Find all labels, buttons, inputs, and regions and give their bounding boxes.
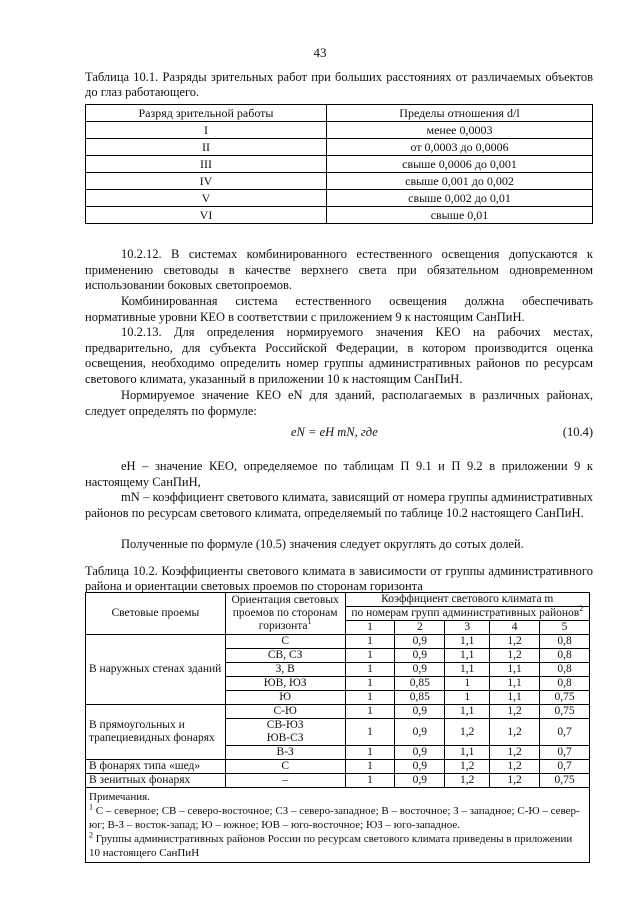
table2-coef-cell: 0,75 <box>540 774 590 788</box>
table2-coef-cell: 0,8 <box>540 649 590 663</box>
table2-coef-cell: 1,2 <box>445 719 490 746</box>
table2-orientation-cell: СВ-ЮЗ ЮВ-СЗ <box>225 719 345 746</box>
table2-group-number: 4 <box>490 621 540 635</box>
table2-coef-cell: 1 <box>345 649 395 663</box>
table2-row <box>86 705 590 719</box>
table2-coef-cell: 1,1 <box>490 663 540 677</box>
table2-opening-label: В прямоугольных и трапециевидных фонарях <box>86 705 226 760</box>
table2-coef-cell: 1,1 <box>445 663 490 677</box>
table2-coef-cell: 0,85 <box>395 691 445 705</box>
paragraph-10-2-13: 10.2.13. Для определения нормируемого значения КЕО на рабочих местах, предварительно, для субъекта Российской Федерации, в котором производится оценка освещения, необходимо определить номер группы административных районов по ресурсам светового климата, указанный в приложении 10 к настоящим СанПиН. <box>85 325 593 386</box>
table1-row <box>86 173 593 190</box>
table2-coef-cell: 1 <box>345 677 395 691</box>
table2-header-row-1 <box>86 593 590 607</box>
table2-header-openings: Световые проемы <box>86 593 226 635</box>
table2-opening-label: В наружных стенах зданий <box>86 635 226 705</box>
table2-coef-cell: 1,1 <box>490 677 540 691</box>
table2-coef-cell: 0,9 <box>395 746 445 760</box>
table2-coef-cell: 0,9 <box>395 705 445 719</box>
table2-coef-cell: 1 <box>445 691 490 705</box>
note-1-marker: 1 <box>89 802 93 812</box>
table2-coef-cell: 0,9 <box>395 774 445 788</box>
table2-coef-cell: 0,9 <box>395 760 445 774</box>
table2-coef-cell: 1 <box>345 760 395 774</box>
table2-coef-cell: 1,2 <box>490 719 540 746</box>
table2-orientation-cell: С-Ю <box>225 705 345 719</box>
table2-group-number: 1 <box>345 621 395 635</box>
table1-row <box>86 139 593 156</box>
table2-coef-cell: 1 <box>345 774 395 788</box>
table2-coef-cell: 0,9 <box>395 649 445 663</box>
table2-header-groups: по номерам групп административных районов$^2$ <box>345 607 589 621</box>
paragraph-eh-definition: eН – значение КЕО, определяемое по таблицам П 9.1 и П 9.2 в приложении 9 к настоящему СанПиН, <box>85 459 593 489</box>
table2-coef-cell: 1 <box>345 663 395 677</box>
table1-ratio-cell: свыше 0,0006 до 0,001 <box>327 156 593 173</box>
table2-row <box>86 760 590 774</box>
table2-coef-cell: 1,2 <box>490 760 540 774</box>
note-2 <box>89 832 586 860</box>
table2-orientation-cell: З, В <box>225 663 345 677</box>
table2-coef-cell: 1 <box>345 719 395 746</box>
table2-coef-cell: 0,7 <box>540 719 590 746</box>
note-1 <box>89 804 586 832</box>
table2-header-coefficient: Коэффициент светового климата m <box>345 593 589 607</box>
table2-coef-cell: 1,2 <box>445 760 490 774</box>
table2-coef-cell: 0,8 <box>540 635 590 649</box>
note-2-marker: 2 <box>89 830 93 840</box>
table2-caption: Таблица 10.2. Коэффициенты светового климата в зависимости от группы административного района и ориентации световых проемов по сторонам горизонта <box>85 564 593 593</box>
page-number: 43 <box>313 45 327 60</box>
table1-header-row <box>86 105 593 122</box>
table1-header-grade: Разряд зрительной работы <box>86 105 327 122</box>
table2-row <box>86 774 590 788</box>
table2-coef-cell: 1 <box>445 677 490 691</box>
table2-coef-cell: 1,2 <box>490 649 540 663</box>
table2-coef-cell: 0,8 <box>540 677 590 691</box>
table2-group-number: 2 <box>395 621 445 635</box>
table1-ratio-cell: свыше 0,01 <box>327 207 593 224</box>
table2 <box>85 592 590 863</box>
table2-coef-cell: 0,8 <box>540 663 590 677</box>
paragraph-mn-definition: mN – коэффициент светового климата, зависящий от номера группы административных районов по ресурсам светового климата, определяемый по таблице 10.2 настоящего СанПиН. <box>85 490 593 520</box>
table1-ratio-cell: от 0,0003 до 0,0006 <box>327 139 593 156</box>
table1-row <box>86 122 593 139</box>
table2-coef-cell: 0,9 <box>395 635 445 649</box>
note-2-text: Группы административных районов России по ресурсам светового климата приведены в приложении 10 настоящего СанПиН <box>89 833 573 859</box>
table1-caption: Таблица 10.1. Разряды зрительных работ при больших расстояниях от различаемых объектов до глаз работающего. <box>85 70 593 99</box>
table1-ratio-cell: менее 0,0003 <box>327 122 593 139</box>
table2-coef-cell: 0,85 <box>395 677 445 691</box>
table2-coef-cell: 0,7 <box>540 746 590 760</box>
table1-row <box>86 190 593 207</box>
table2-header-orientation-text: Ориентация световых проемов по сторонам горизонта <box>231 594 339 632</box>
paragraph-rounding: Полученные по формуле (10.5) значения следует округлять до сотых долей. <box>121 537 524 551</box>
table2-opening-label: В фонарях типа «шед» <box>86 760 226 774</box>
table1-grade-cell: V <box>86 190 327 207</box>
table2-coef-cell: 1 <box>345 705 395 719</box>
table2-coef-cell: 1,1 <box>445 746 490 760</box>
table1 <box>85 104 593 224</box>
table2-coef-cell: 1,1 <box>445 649 490 663</box>
table2-header-orientation: Ориентация световых проемов по сторонам горизонта$^1$ <box>225 593 345 635</box>
table2-coef-cell: 1,1 <box>445 705 490 719</box>
table2-coef-cell: 0,75 <box>540 705 590 719</box>
table2-coef-cell: 0,9 <box>395 719 445 746</box>
table1-grade-cell: III <box>86 156 327 173</box>
table1-header-ratio: Пределы отношения d/l <box>327 105 593 122</box>
table2-coef-cell: 1,2 <box>445 774 490 788</box>
table2-coef-cell: 1,2 <box>490 746 540 760</box>
table1-grade-cell: II <box>86 139 327 156</box>
table1-ratio-cell: свыше 0,001 до 0,002 <box>327 173 593 190</box>
table2-coef-cell: 0,9 <box>395 663 445 677</box>
table1-ratio-cell: свыше 0,002 до 0,01 <box>327 190 593 207</box>
table1-row <box>86 156 593 173</box>
table2-orientation-cell: СВ, СЗ <box>225 649 345 663</box>
table1-grade-cell: IV <box>86 173 327 190</box>
table2-notes-row <box>86 788 590 863</box>
notes-title: Примечания. <box>89 791 150 803</box>
table2-coef-cell: 1,1 <box>445 635 490 649</box>
table2-group-number: 3 <box>445 621 490 635</box>
table2-coef-cell: 1,2 <box>490 774 540 788</box>
table2-orientation-cell: С <box>225 635 345 649</box>
table2-coef-cell: 1 <box>345 691 395 705</box>
table2-coef-cell: 1 <box>345 635 395 649</box>
table2-notes <box>86 788 590 863</box>
table2-row <box>86 635 590 649</box>
table2-orientation-cell: С <box>225 760 345 774</box>
paragraph-combined-system: Комбинированная система естественного освещения должна обеспечивать нормативные уровни КЕО в соответствии с приложением 9 к настоящим СанПиН. <box>85 294 593 324</box>
table2-coef-cell: 1 <box>345 746 395 760</box>
table2-opening-label: В зенитных фонарях <box>86 774 226 788</box>
formula-text: eN = eН mN, где <box>291 425 378 439</box>
table2-orientation-cell: ЮВ, ЮЗ <box>225 677 345 691</box>
table2-coef-cell: 1,2 <box>490 635 540 649</box>
table2-coef-cell: 0,75 <box>540 691 590 705</box>
table1-grade-cell: I <box>86 122 327 139</box>
table2-orientation-cell: Ю <box>225 691 345 705</box>
table2-coef-cell: 1,1 <box>490 691 540 705</box>
table1-row <box>86 207 593 224</box>
table2-coef-cell: 0,7 <box>540 760 590 774</box>
paragraph-normalized-value: Нормируемое значение КЕО eN для зданий, располагаемых в различных районах, следует определять по формуле: <box>85 388 593 418</box>
table2-group-number: 5 <box>540 621 590 635</box>
formula-number: (10.4) <box>562 425 593 439</box>
note-1-text: С – северное; СВ – северо-восточное; СЗ – северо-западное; В – восточное; З – западное; С-Ю – север-юг; В-З – восток-запад; Ю – южное; ЮВ – юго-восточное; ЮЗ – юго-западное. <box>89 805 580 831</box>
table2-coef-cell: 1,2 <box>490 705 540 719</box>
table1-grade-cell: VI <box>86 207 327 224</box>
table2-header-groups-text: по номерам групп административных районов <box>351 607 580 619</box>
table2-orientation-cell: – <box>225 774 345 788</box>
table2-orientation-cell: В-З <box>225 746 345 760</box>
paragraph-10-2-12: 10.2.12. В системах комбинированного естественного освещения допускаются к применению световоды в качестве верхнего света при обязательном одновременном использовании боковых светопроемов. <box>85 247 593 292</box>
